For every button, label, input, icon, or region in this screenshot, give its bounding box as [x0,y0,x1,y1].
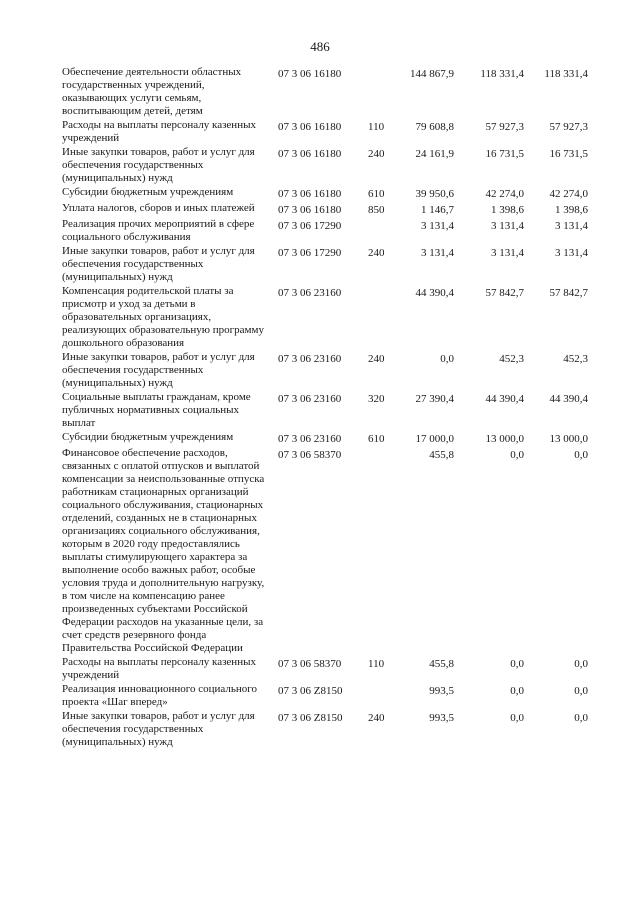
row-value-2021: 24 161,9 [415,148,454,160]
table-row [62,351,602,390]
page-number: 486 [310,39,330,54]
row-expense-type [368,683,388,709]
row-value-2022: 16 731,5 [485,148,524,160]
row-value-2022: 0,0 [510,658,524,670]
row-name: Субсидии бюджетным учреждениям [62,431,234,443]
row-code: 07 3 06 58370 [278,449,342,461]
row-value-2023: 42 274,0 [549,188,588,200]
row-value-2021: 17 000,0 [415,433,454,445]
row-value-2023: 0,0 [574,658,588,670]
row-value-2023: 0,0 [574,712,588,724]
row-value-2022: 0,0 [510,685,524,697]
row-code: 07 3 06 Z8150 [278,712,343,724]
row-expense-type [368,285,388,350]
row-value-2023: 118 331,4 [544,68,588,80]
table-row [62,683,602,709]
row-value-2022: 57 842,7 [485,287,524,299]
row-code: 07 3 06 23160 [278,353,342,365]
table-row [62,66,602,118]
row-value-2021: 3 131,4 [421,220,454,232]
row-value-2023: 452,3 [563,353,588,365]
row-expense-type: 110 [368,121,385,133]
table-row [62,218,602,244]
row-value-2023: 13 000,0 [549,433,588,445]
row-value-2021: 993,5 [429,712,454,724]
row-name: Расходы на выплаты персоналу казенных учреждений [62,119,256,144]
row-value-2021: 455,8 [429,449,454,461]
row-value-2021: 455,8 [429,658,454,670]
row-expense-type: 240 [368,712,385,724]
row-code: 07 3 06 17290 [278,247,342,259]
row-code: 07 3 06 16180 [278,68,342,80]
row-value-2023: 57 842,7 [549,287,588,299]
row-value-2023: 16 731,5 [549,148,588,160]
row-expense-type: 240 [368,148,385,160]
row-value-2021: 44 390,4 [415,287,454,299]
row-value-2022: 44 390,4 [485,393,524,405]
row-value-2023: 44 390,4 [549,393,588,405]
table-row [62,186,602,201]
row-code: 07 3 06 16180 [278,204,342,216]
row-value-2021: 3 131,4 [421,247,454,259]
row-name: Реализация прочих мероприятий в сфере социального обслуживания [62,218,255,243]
row-code: 07 3 06 23160 [278,287,342,299]
row-code: 07 3 06 Z8150 [278,685,343,697]
row-code: 07 3 06 16180 [278,121,342,133]
row-expense-type: 610 [368,433,385,445]
row-name: Расходы на выплаты персоналу казенных учреждений [62,656,256,681]
row-value-2023: 3 131,4 [555,247,588,259]
row-expense-type: 240 [368,353,385,365]
budget-table [62,66,602,750]
table-row [62,119,602,145]
row-expense-type: 240 [368,247,385,259]
row-value-2022: 0,0 [510,712,524,724]
row-name: Реализация инновационного социального проекта «Шаг вперед» [62,683,258,708]
row-value-2022: 3 131,4 [491,220,524,232]
row-expense-type [368,218,388,244]
row-expense-type: 610 [368,188,385,200]
table-row [62,391,602,430]
row-value-2023: 57 927,3 [549,121,588,133]
row-value-2021: 1 146,7 [421,204,454,216]
row-value-2023: 0,0 [574,449,588,461]
row-expense-type: 850 [368,204,385,216]
row-value-2022: 42 274,0 [485,188,524,200]
table-row [62,146,602,185]
table-row [62,285,602,350]
row-value-2022: 118 331,4 [480,68,524,80]
table-row [62,431,602,446]
table-row [62,656,602,682]
row-value-2022: 3 131,4 [491,247,524,259]
row-code: 07 3 06 16180 [278,148,342,160]
row-code: 07 3 06 17290 [278,220,342,232]
row-value-2023: 0,0 [574,685,588,697]
row-value-2021: 79 608,8 [415,121,454,133]
row-name: Иные закупки товаров, работ и услуг для обеспечения государственных (муниципальных) нужд [62,351,255,389]
row-name: Компенсация родительской платы за присмотр и уход за детьми в образовательных организациях, реализующих образовательную программу дошкольного образования [62,285,264,349]
row-name: Иные закупки товаров, работ и услуг для обеспечения государственных (муниципальных) нужд [62,146,255,184]
table-row [62,710,602,749]
row-value-2021: 0,0 [440,353,454,365]
table-row [62,202,602,217]
row-code: 07 3 06 23160 [278,393,342,405]
row-expense-type [368,447,388,655]
row-value-2022: 452,3 [499,353,524,365]
row-name: Обеспечение деятельности областных государственных учреждений, оказывающих услуги семьям, воспитывающим детей, детям [62,66,242,117]
row-value-2021: 144 867,9 [410,68,454,80]
row-expense-type: 110 [368,658,385,670]
row-value-2021: 27 390,4 [415,393,454,405]
row-value-2022: 57 927,3 [485,121,524,133]
row-value-2022: 13 000,0 [485,433,524,445]
row-value-2022: 1 398,6 [491,204,524,216]
row-name: Социальные выплаты гражданам, кроме публичных нормативных социальных выплат [62,391,251,429]
table-row [62,245,602,284]
row-name: Иные закупки товаров, работ и услуг для обеспечения государственных (муниципальных) нужд [62,245,255,283]
row-code: 07 3 06 23160 [278,433,342,445]
row-value-2021: 993,5 [429,685,454,697]
row-value-2023: 1 398,6 [555,204,588,216]
row-value-2023: 3 131,4 [555,220,588,232]
row-name: Субсидии бюджетным учреждениям [62,186,234,198]
row-value-2021: 39 950,6 [415,188,454,200]
table-row [62,447,602,655]
row-name: Финансовое обеспечение расходов, связанных с оплатой отпусков и выплатой компенсации за неиспользованные отпуска работникам стационарных организаций социального обслуживания, стационарных отделений, созданных не в стационарных организациях социального обслуживания, которым в 2020 году предоставлялись выплаты стимулирующего характера за выполнение особо важных работ, особые условия труда и дополнительную нагрузку, в том числе на компенсацию ранее произведенных субъектами Российской Федерации расходов на указанные цели, за счет средств резервного фонда Правительства Российской Федерации [62,447,265,654]
row-value-2022: 0,0 [510,449,524,461]
row-code: 07 3 06 16180 [278,188,342,200]
row-expense-type: 320 [368,393,385,405]
row-code: 07 3 06 58370 [278,658,342,670]
row-expense-type [368,66,388,118]
row-name: Уплата налогов, сборов и иных платежей [62,202,255,214]
row-name: Иные закупки товаров, работ и услуг для обеспечения государственных (муниципальных) нужд [62,710,255,748]
